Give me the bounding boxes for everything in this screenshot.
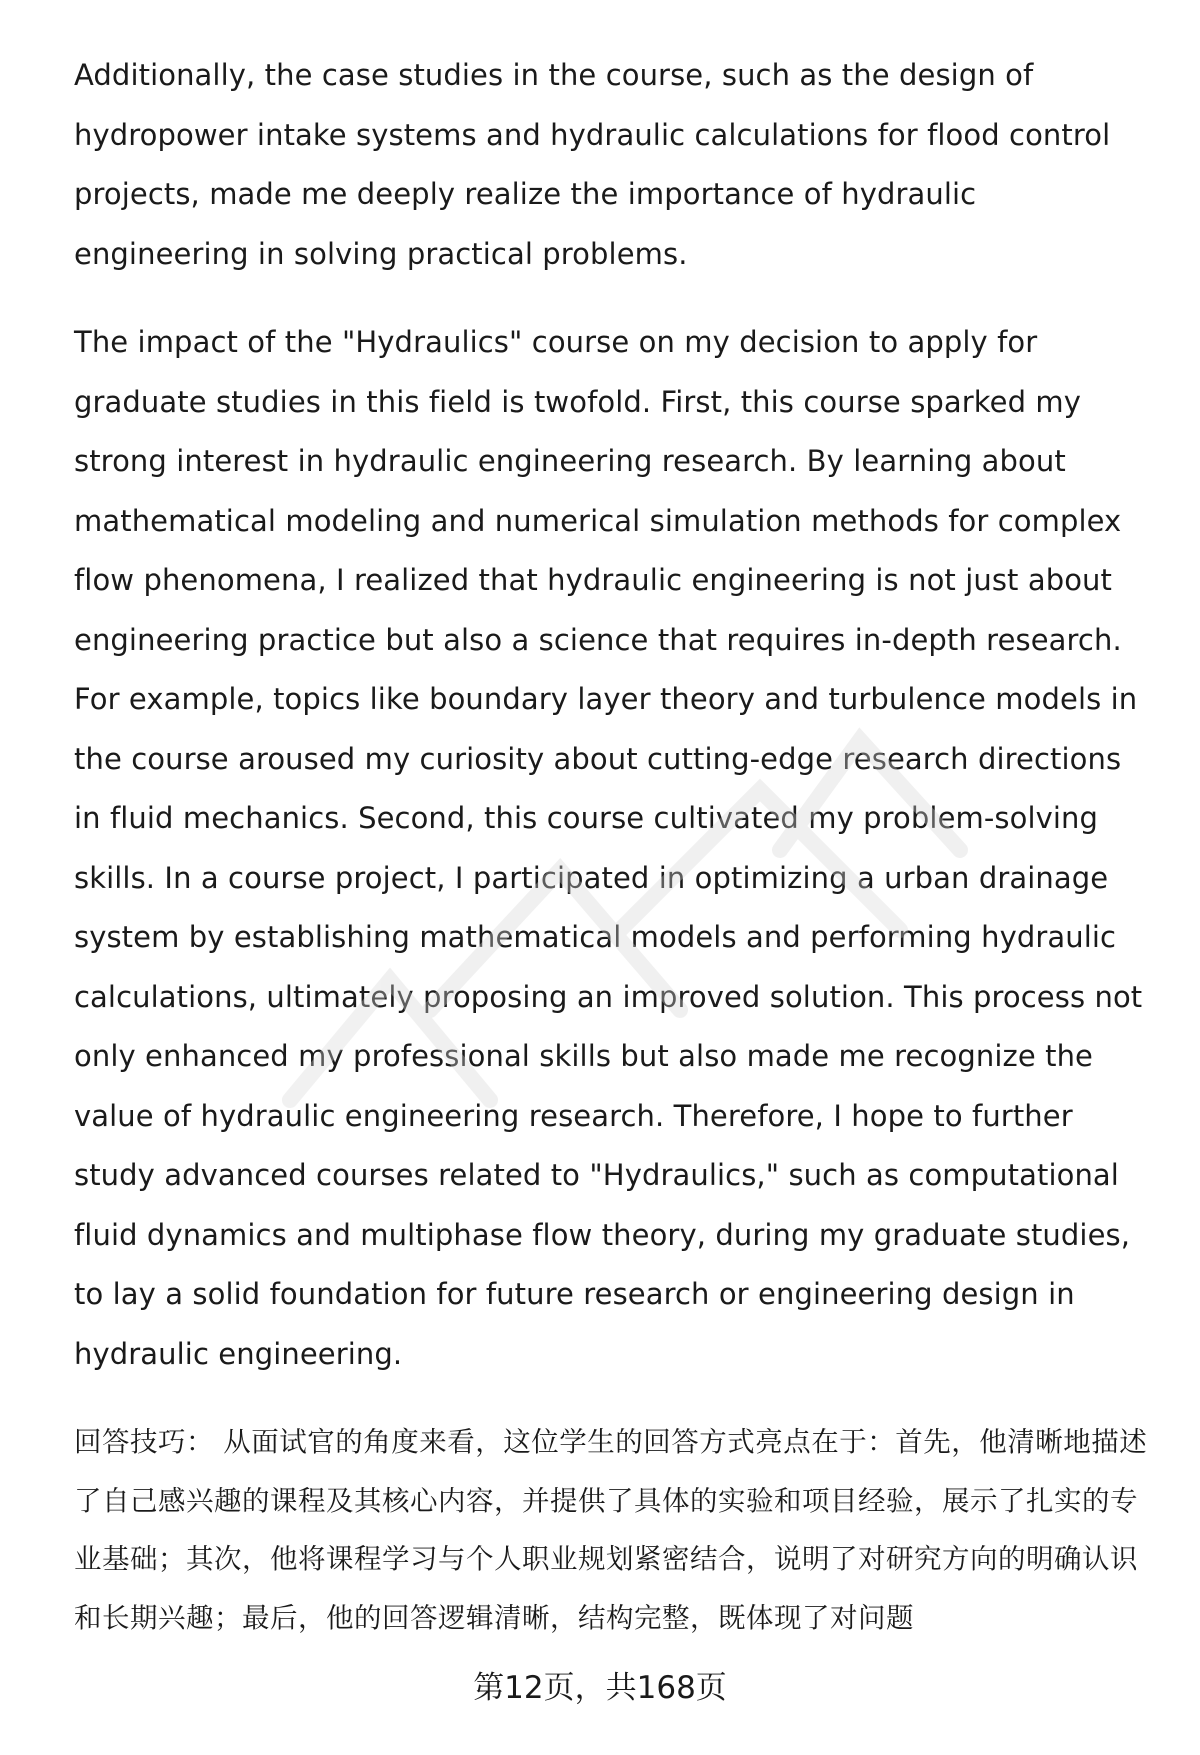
answer-tips: 回答技巧： 从面试官的角度来看，这位学生的回答方式亮点在于：首先，他清晰地描述了自己感兴趣的课程及其核心内容，并提供了具体的实验和项目经验，展示了扎实的专业基础；其次，他将课程学习与个人职业规划紧密结合，说明了对研究方向的明确认识和长期兴趣；最后，他的回答逻辑清晰，结构完整，既体现了对问题 <box>74 1426 1148 1634</box>
paragraph-case-studies: Additionally, the case studies in the course, such as the design of hydropower intake systems and hydraulic calculations for flood control projects, made me deeply realize the importance of hydraulic engineering in solving practical problems. <box>74 58 1111 271</box>
paragraph-hydraulics-impact: The impact of the "Hydraulics" course on my decision to apply for graduate studies in this field is twofold. First, this course sparked my strong interest in hydraulic engineering research. By learning about mathematical modeling and numerical simulation methods for complex flow phenomena, I realized that hydraulic engineering is not just about engineering practice but also a science that requires in-depth research. For example, topics like boundary layer theory and turbulence models in the course aroused my curiosity about cutting-edge research directions in fluid mechanics. Second, this course cultivated my problem-solving skills. In a course project, I participated in optimizing a urban drainage system by establishing mathematical models and performing hydraulic calculations, ultimately proposing an improved solution. This process not only enhanced my professional skills but also made me recognize the value of hydraulic engineering research. Therefore, I hope to further study advanced courses related to "Hydraulics," such as computational fluid dynamics and multiphase flow theory, during my graduate studies, to lay a solid foundation for future research or engineering design in hydraulic engineering. <box>74 325 1143 1371</box>
document-body <box>74 46 1154 1647</box>
page-number: 第12页，共168页 <box>473 1670 727 1706</box>
